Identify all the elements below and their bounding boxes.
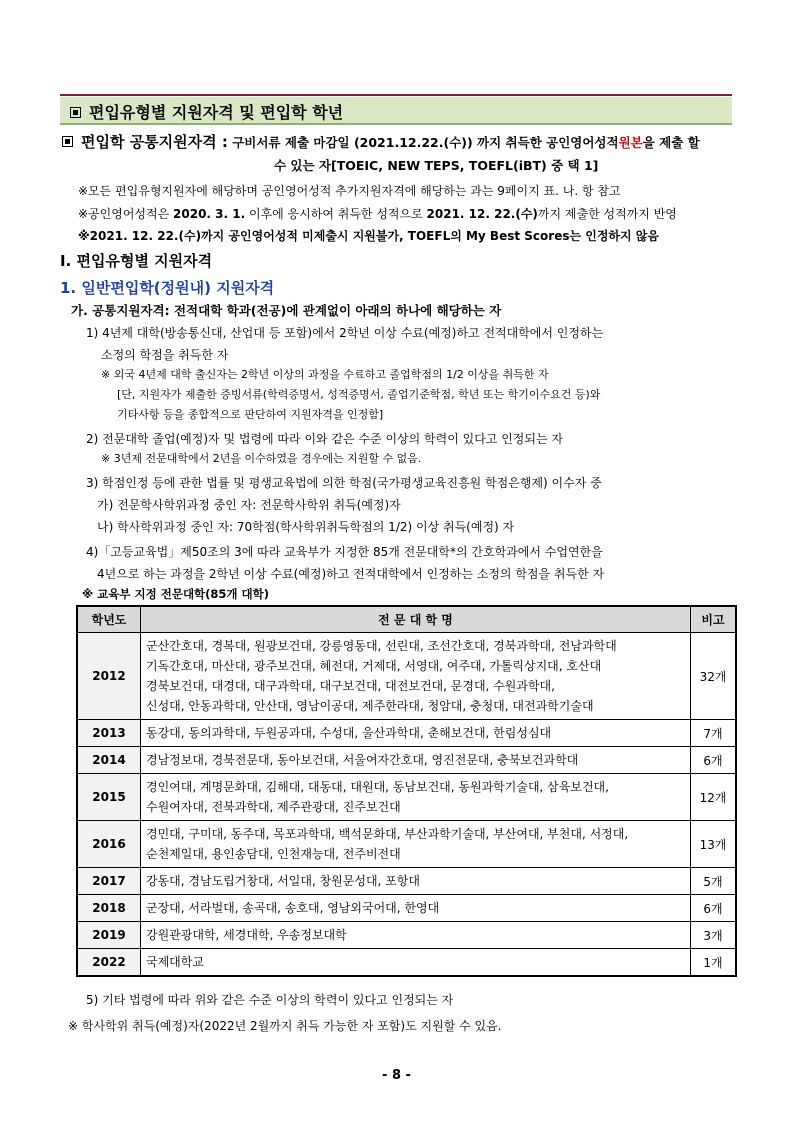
item-2-line1: 2) 전문대학 졸업(예정)자 및 법령에 따라 이와 같은 수준 이상의 학력이 있다고 인정되는 자 (86, 432, 563, 446)
col-header-year: 학년도 (77, 606, 141, 633)
col-header-colleges: 전 문 대 학 명 (141, 606, 691, 633)
row-count: 32개 (691, 633, 737, 720)
square-bullet-icon (70, 107, 81, 118)
item-5: 5) 기타 법령에 따라 위와 같은 수준 이상의 학력이 있다고 인정되는 자 (86, 993, 454, 1007)
row-count: 3개 (691, 922, 737, 949)
row-schools: 경인여대, 계명문화대, 김해대, 대동대, 대원대, 동남보건대, 동원과학기술대, 삼육보건대, 수원여자대, 전북과학대, 제주관광대, 진주보건대 (141, 774, 691, 821)
note-score-period (78, 205, 677, 222)
header-title-text: 편입유형별 지원자격 및 편입학 학년 (89, 103, 344, 122)
row-schools: 군산간호대, 경복대, 원광보건대, 강릉영동대, 선린대, 조선간호대, 경북과학대, 전남과학대 기독간호대, 마산대, 광주보건대, 혜전대, 거제대, 서영대, 여주대, 가톨릭상지대, 호산대 경북보건대, 대경대, 대구과학대, 대구보건대, 대전보건대, 문경대, 수원과학대, 신성대, 안동과학대, 안산대, 영남이공대, 제주한라대, 청암대, 충청대, 대전과학기술대 (141, 633, 691, 720)
note2-date-from: 2020. 3. 1. (173, 207, 246, 221)
row-count: 1개 (691, 949, 737, 977)
section-header-title (70, 100, 343, 123)
row-year: 2016 (77, 821, 141, 868)
section-1-title: Ⅰ. 편입유형별 지원자격 (60, 252, 213, 270)
common-line2: 수 있는 자[TOEIC, NEW TEPS, TOEFL(iBT) 중 택 1] (274, 158, 599, 173)
row-year: 2015 (77, 774, 141, 821)
row-year: 2019 (77, 922, 141, 949)
common-qualification-heading: 가. 공통지원자격: 전적대학 학과(전공)에 관계없이 아래의 하나에 해당하는 자 (71, 303, 502, 318)
row-year: 2012 (77, 633, 141, 720)
table-row (77, 868, 736, 895)
designated-colleges-table (76, 605, 737, 977)
table-row (77, 747, 736, 774)
row-schools: 강동대, 경남도립거창대, 서일대, 창원문성대, 포항대 (141, 868, 691, 895)
table-caption: ※ 교육부 지정 전문대학(85개 대학) (82, 587, 270, 601)
row-year: 2022 (77, 949, 141, 977)
item-3-b: 나) 학사학위과정 중인 자: 70학점(학사학위취득학점의 1/2) 이상 취득(예정) 자 (97, 520, 515, 534)
subsection-general-transfer: 1. 일반편입학(정원내) 지원자격 (60, 279, 275, 297)
section-header-bar (60, 97, 732, 125)
row-count: 5개 (691, 868, 737, 895)
table-row (77, 774, 736, 821)
row-year: 2013 (77, 720, 141, 747)
row-year: 2017 (77, 868, 141, 895)
row-schools: 강원관광대학, 세경대학, 우송정보대학 (141, 922, 691, 949)
item-4-line1: 4)「고등교육법」제50조의 3에 따라 교육부가 지정한 85개 전문대학*의 간호학과에서 수업연한을 (86, 545, 603, 559)
table-row (77, 922, 736, 949)
item-4-line2: 4년으로 하는 과정을 2학년 이상 수료(예정)하고 전적대학에서 인정하는 소정의 학점을 취득한 자 (97, 567, 605, 581)
item-1-line2: 소정의 학점을 취득한 자 (101, 348, 229, 362)
table-row (77, 949, 736, 977)
page-number: - 8 - (382, 1068, 411, 1083)
original-emphasis: 원본 (618, 135, 643, 150)
square-bullet-icon (62, 136, 73, 147)
row-count: 6개 (691, 747, 737, 774)
note2-a: ※공인영어성적은 (78, 207, 174, 221)
note2-e: 까지 제출한 성적까지 반영 (537, 207, 677, 221)
table-row (77, 895, 736, 922)
common-text-b: 을 제출 할 (642, 135, 700, 150)
note2-c: 이후에 응시하여 취득한 성적으로 (245, 207, 427, 221)
row-count: 12개 (691, 774, 737, 821)
common-text-a: 구비서류 제출 마감일 (2021.12.22.(수)) 까지 취득한 공인영어성적 (227, 135, 619, 150)
row-schools: 동강대, 동의과학대, 두원공과대, 수성대, 울산과학대, 춘해보건대, 한림성심대 (141, 720, 691, 747)
item-2-note: ※ 3년제 전문대학에서 2년을 이수하였을 경우에는 지원할 수 없음. (101, 452, 422, 465)
item-3-line1: 3) 학점인정 등에 관한 법률 및 평생교육법에 의한 학점(국가평생교육진흥원 학점은행제) 이수자 중 (86, 476, 602, 490)
row-schools: 국제대학교 (141, 949, 691, 977)
table-header-row (77, 606, 736, 633)
note-all-types: ※모든 편입유형지원자에 해당하며 공인영어성적 추가지원자격에 해당하는 과는 9페이지 표. 나. 항 참고 (78, 184, 621, 198)
row-count: 13개 (691, 821, 737, 868)
row-schools: 경남정보대, 경북전문대, 동아보건대, 서울여자간호대, 영진전문대, 충북보건과학대 (141, 747, 691, 774)
common-qualification (62, 131, 700, 152)
common-label: 편입학 공통지원자격 : (81, 133, 228, 151)
table-row (77, 821, 736, 868)
col-header-note: 비고 (691, 606, 737, 633)
row-year: 2014 (77, 747, 141, 774)
table-row (77, 720, 736, 747)
table-row (77, 633, 736, 720)
bachelor-note: ※ 학사학위 취득(예정)자(2022년 2월까지 취득 가능한 자 포함)도 지원할 수 있음. (68, 1019, 502, 1033)
note-no-submission: ※2021. 12. 22.(수)까지 공인영어성적 미제출시 지원불가, TOEFL의 My Best Scores는 인정하지 않음 (78, 229, 659, 243)
row-year: 2018 (77, 895, 141, 922)
row-schools: 경민대, 구미대, 동주대, 목포과학대, 백석문화대, 부산과학기술대, 부산여대, 부천대, 서정대, 순천제일대, 용인송담대, 인천재능대, 전주비전대 (141, 821, 691, 868)
item-1-note3: 기타사항 등을 종합적으로 판단하여 지원자격을 인정함] (117, 408, 384, 421)
row-count: 6개 (691, 895, 737, 922)
note2-date-to: 2021. 12. 22.(수) (426, 207, 538, 221)
item-1-note2: [단, 지원자가 제출한 증빙서류(학력증명서, 성적증명서, 졸업기준학점, 학년 또는 학기이수요건 등)와 (117, 388, 601, 401)
header-top-rule (60, 94, 732, 96)
item-1-line1: 1) 4년제 대학(방송통신대, 산업대 등 포함)에서 2학년 이상 수료(예정)하고 전적대학에서 인정하는 (86, 326, 604, 340)
row-count: 7개 (691, 720, 737, 747)
item-3-a: 가) 전문학사학위과정 중인 자: 전문학사학위 취득(예정)자 (97, 498, 401, 512)
item-1-note1: ※ 외국 4년제 대학 출신자는 2학년 이상의 과정을 수료하고 졸업학점의 1/2 이상을 취득한 자 (101, 368, 549, 381)
row-schools: 군장대, 서라벌대, 송곡대, 송호대, 영남외국어대, 한영대 (141, 895, 691, 922)
